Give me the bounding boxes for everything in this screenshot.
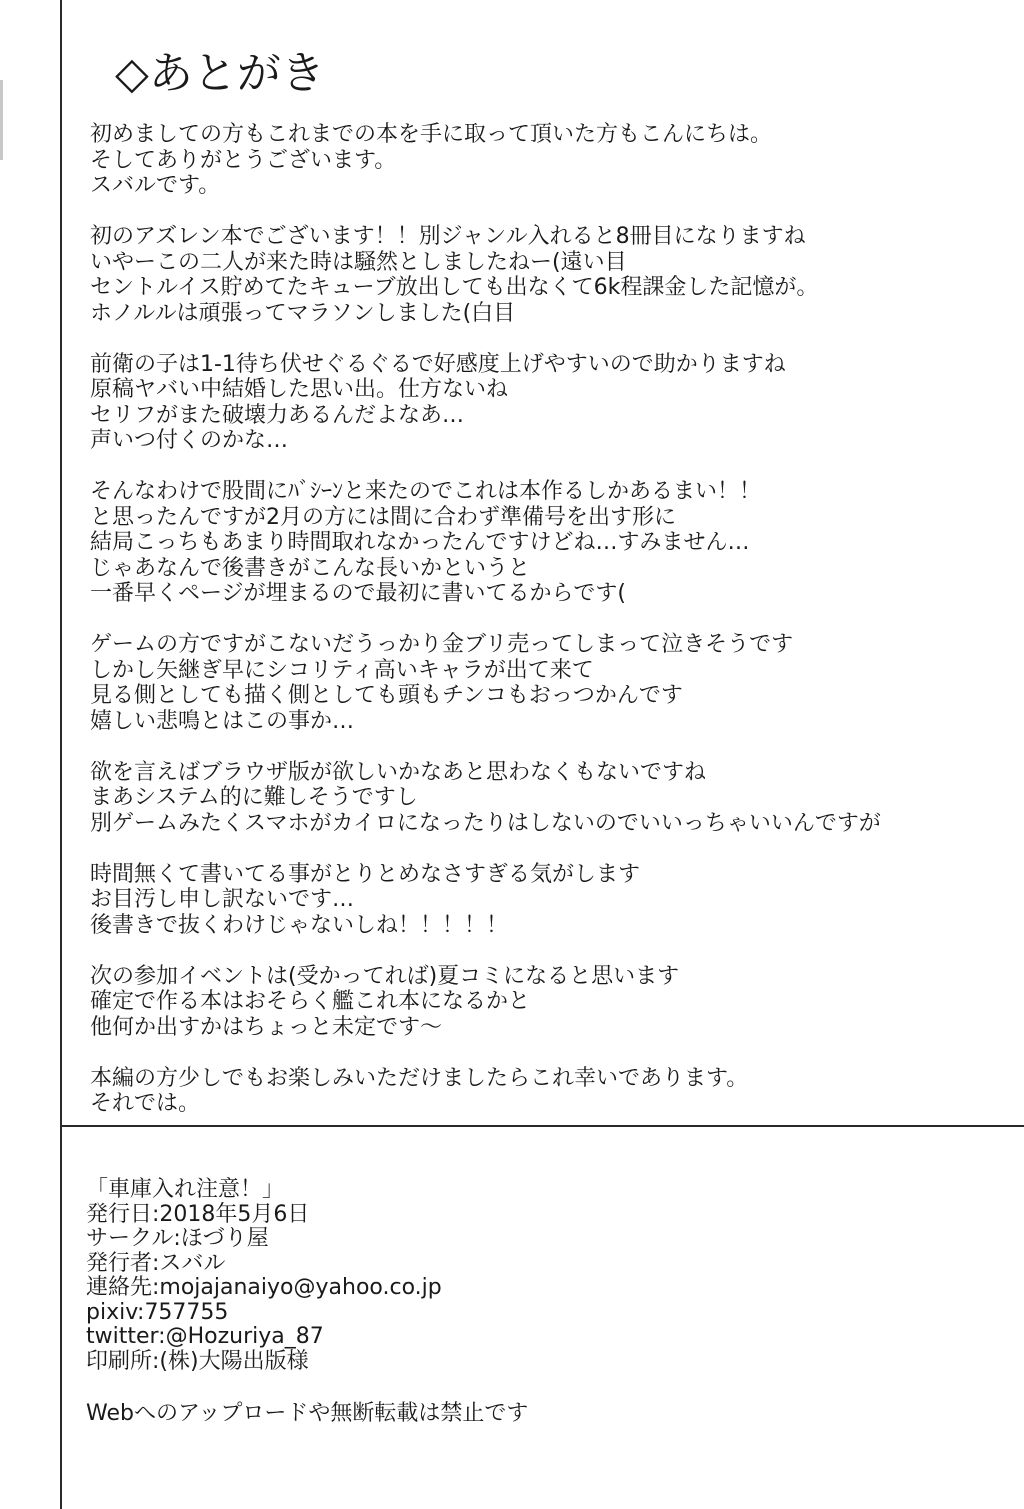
afterword-line: 声いつ付くのかな… — [90, 428, 289, 453]
colophon-publish-date: 発行日:2018年5月6日 — [86, 1201, 310, 1227]
afterword-paragraph — [90, 122, 1010, 199]
afterword-line: 初めましての方もこれまでの本を手に取って頂いた方もこんにちは。 — [90, 122, 773, 147]
afterword-line: 嬉しい悲鳴とはこの事か… — [90, 708, 355, 734]
afterword-line: お目汚し申し訳ないです… — [90, 887, 355, 912]
frame-vertical-rule — [60, 0, 62, 1509]
afterword-line: 欲を言えばブラウザ版が欲しいかなあと思わなくもないですね — [90, 759, 707, 785]
colophon-publisher: 発行者:スバル — [86, 1250, 226, 1276]
afterword-paragraph — [90, 479, 1010, 607]
afterword-line: 別ゲームみたくスマホがカイロになったりはしないのでいいっちゃいいんですが — [90, 810, 881, 836]
afterword-line: 見る側としても描く側としても頭もチンコもおっつかんです — [90, 683, 683, 708]
afterword-line: 時間無くて書いてる事がとりとめなさすぎる気がします — [90, 861, 641, 887]
page-title: ◇あとがき — [115, 48, 325, 99]
afterword-line: と思ったんですが2月の方には間に合わず準備号を出す形に — [90, 504, 676, 530]
afterword-paragraph — [90, 862, 1010, 939]
afterword-paragraph — [90, 964, 1010, 1041]
afterword-line: 他何か出すかはちょっと未定です～ — [90, 1014, 443, 1040]
afterword-paragraph — [90, 760, 1010, 837]
afterword-line: それでは。 — [90, 1091, 201, 1116]
afterword-paragraph — [90, 224, 1010, 326]
colophon-circle: サークル:ほづり屋 — [86, 1226, 269, 1251]
colophon — [86, 1178, 986, 1374]
afterword-line: まあシステム的に難しそうですし — [90, 785, 418, 810]
colophon-book-title: 「車庫入れ注意！」 — [86, 1177, 285, 1202]
afterword-line: 前衛の子は1-1待ち伏せぐるぐるで好感度上げやすいので助かりますね — [90, 351, 786, 377]
colophon-contact: 連絡先:mojajanaiyo@yahoo.co.jp — [86, 1275, 442, 1300]
afterword-line: セリフがまた破壊力あるんだよなあ… — [90, 402, 465, 428]
afterword-line: セントルイス貯めてたキューブ放出しても出なくて6k程課金した記憶が。 — [90, 275, 819, 300]
afterword-line: 次の参加イベントは(受かってれば)夏コミになると思います — [90, 963, 680, 989]
afterword-line: 結局こっちもあまり時間取れなかったんですけどね…すみません… — [90, 530, 750, 555]
afterword-line: 確定で作る本はおそらく艦これ本になるかと — [90, 989, 531, 1014]
afterword-line: そしてありがとうございます。 — [90, 147, 397, 173]
afterword-line: しかし矢継ぎ早にシコリティ高いキャラが出て来て — [90, 657, 594, 683]
afterword-paragraph — [90, 1066, 1010, 1117]
afterword-line: 本編の方少しでもお楽しみいただけましたらこれ幸いであります。 — [90, 1065, 749, 1091]
colophon-twitter: twitter:@Hozuriya_87 — [86, 1324, 324, 1349]
reupload-notice: Webへのアップロードや無断転載は禁止です — [86, 1401, 529, 1426]
afterword-line: 原稿ヤバい中結婚した思い出。仕方ないね — [90, 377, 509, 402]
colophon-pixiv: pixiv:757755 — [86, 1299, 229, 1325]
page-edge-mark — [0, 80, 3, 160]
afterword-line: 一番早くページが埋まるので最初に書いてるからです( — [90, 581, 626, 606]
colophon-printer: 印刷所:(株)大陽出版様 — [86, 1348, 309, 1374]
afterword-line: 後書きで抜くわけじゃないしね！！！！！ — [90, 912, 509, 938]
afterword-paragraph — [90, 352, 1010, 454]
afterword-body — [90, 122, 1010, 1142]
afterword-line: 初のアズレン本でございます！！別ジャンル入れると8冊目になりますね — [90, 224, 806, 249]
afterword-line: じゃあなんで後書きがこんな長いかというと — [90, 555, 531, 581]
afterword-line: ゲームの方ですがこないだうっかり金ブリ売ってしまって泣きそうです — [90, 632, 794, 657]
afterword-paragraph — [90, 632, 1010, 734]
afterword-line: ホノルルは頑張ってマラソンしました(白目 — [90, 300, 516, 326]
afterword-line: スバルです。 — [90, 173, 221, 198]
afterword-line: そんなわけで股間にﾊﾞｼｰﾝと来たのでこれは本作るしかあるまい！！ — [90, 479, 762, 504]
afterword-line: いやーこの二人が来た時は騒然としましたねー(遠い目 — [90, 249, 627, 275]
